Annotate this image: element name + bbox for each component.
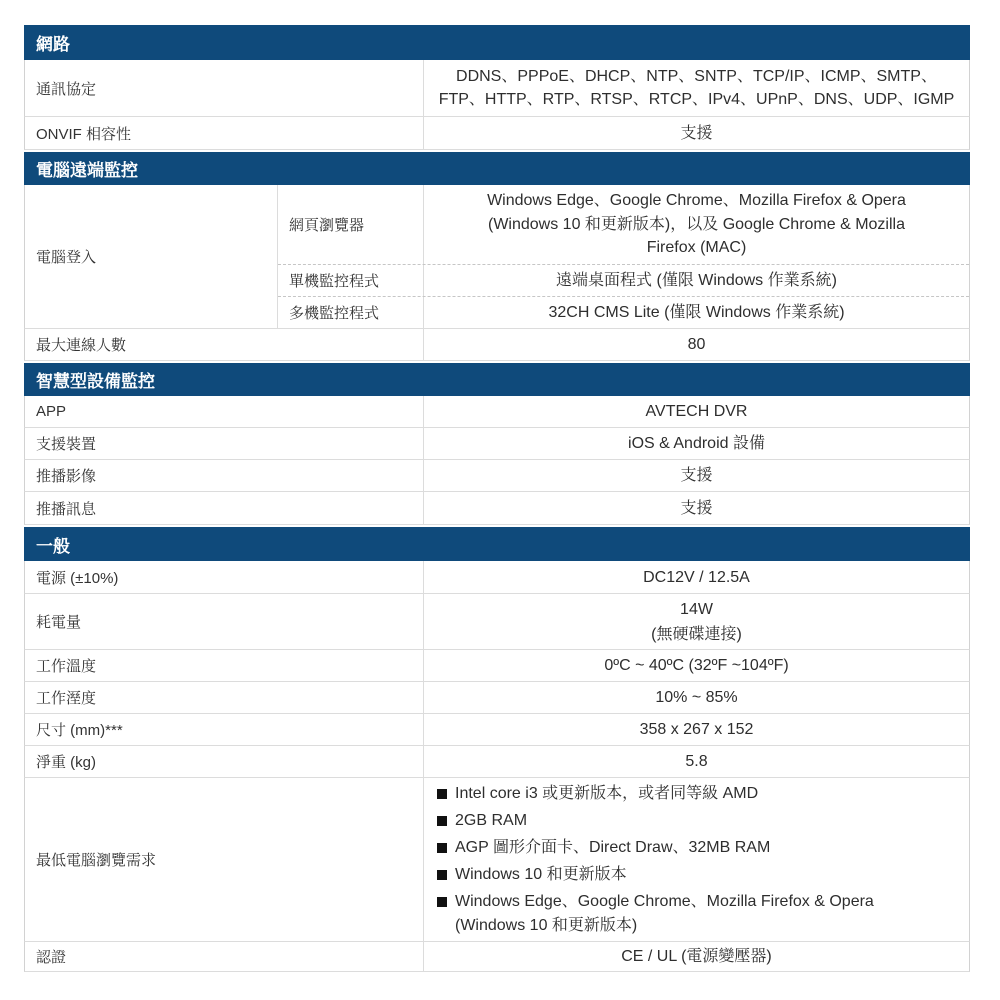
spec-sublabel: 多機監控程式 [278,297,424,328]
requirements-list [424,778,969,941]
spec-value: 358 x 267 x 152 [639,721,754,738]
square-bullet-icon [437,789,447,799]
spec-row-dimensions [24,714,970,746]
spec-label: 認證 [25,942,424,971]
spec-value: 支援 [680,467,713,484]
spec-row-power-consumption [24,594,970,650]
spec-row-supported-devices [24,428,970,460]
spec-label: 通訊協定 [25,60,424,116]
spec-value: 支援 [680,499,713,517]
spec-row-net-weight [24,746,970,778]
spec-value: 80 [687,336,706,353]
list-item-text: Windows Edge、Google Chrome、Mozilla Firefox & Opera [455,892,874,910]
value-line: FTP、HTTP、RTP、RTSP、RTCP、IPv4、UPnP、DNS、UDP、IGMP [438,91,955,108]
value-line: DDNS、PPPoE、DHCP、NTP、SNTP、TCP/IP、ICMP、SMTP、 [456,68,937,85]
spec-subrow-multi-client [278,297,969,328]
list-item-text: Intel core i3 或更新版本，或者同等級 AMD [455,784,759,802]
value-line: Windows Edge、Google Chrome、Mozilla Firefox & Opera [487,192,906,210]
list-item-text: Windows 10 和更新版本 [455,865,627,883]
spec-row-max-connections [24,329,970,361]
section-header-remote-monitoring: 電腦遠端監控 [24,150,970,185]
value-line: Firefox (MAC) [646,239,747,257]
spec-group-body [278,185,969,328]
spec-label: ONVIF 相容性 [25,117,424,149]
spec-row-operating-humidity [24,682,970,714]
spec-label: 電源 (±10%) [25,561,424,593]
section-header-network: 網路 [24,25,970,60]
spec-label: 支援裝置 [25,428,424,459]
spec-table [24,25,970,972]
spec-value: 5.8 [685,753,708,770]
value-line: (Windows 10 和更新版本)，以及 Google Chrome & Mozilla [488,215,905,233]
spec-row-push-message [24,492,970,525]
spec-row-minimum-pc-requirements [24,778,970,942]
spec-label: 工作溼度 [25,682,424,713]
spec-value [424,594,969,649]
list-item-text: AGP 圖形介面卡、Direct Draw、32MB RAM [455,838,771,856]
spec-value [424,185,969,264]
spec-value: 遠端桌面程式 (僅限 Windows 作業系統) [556,272,837,289]
spec-label: 最低電腦瀏覽需求 [25,778,424,941]
list-item [437,782,758,806]
spec-subrow-single-client [278,265,969,297]
spec-value: 支援 [680,124,713,142]
list-item-text: 2GB RAM [455,811,528,829]
list-item [437,836,770,860]
section-header-general: 一般 [24,525,970,561]
spec-value: CE / UL (電源變壓器) [621,948,772,965]
spec-label: APP [25,396,424,427]
list-item [437,863,627,887]
spec-row-protocols [24,60,970,117]
spec-value: DC12V / 12.5A [643,568,750,586]
spec-value: iOS & Android 設備 [628,435,765,452]
list-item [437,809,527,833]
spec-value: 10% ~ 85% [655,689,738,706]
square-bullet-icon [437,870,447,880]
spec-label: 淨重 (kg) [25,746,424,777]
spec-label: 工作溫度 [25,650,424,681]
value-line: (無硬碟連接) [651,625,742,643]
spec-sublabel: 單機監控程式 [278,265,424,296]
spec-label: 耗電量 [25,594,424,649]
spec-value [424,60,969,116]
spec-row-onvif [24,117,970,150]
spec-value: 32CH CMS Lite (僅限 Windows 作業系統) [548,304,845,321]
spec-group-label: 電腦登入 [25,185,278,328]
square-bullet-icon [437,816,447,826]
spec-row-power [24,561,970,594]
spec-sublabel: 網頁瀏覽器 [278,185,424,264]
spec-value: 0ºC ~ 40ºC (32ºF ~104ºF) [604,657,789,674]
spec-subrow-browser [278,185,969,265]
square-bullet-icon [437,843,447,853]
spec-row-operating-temperature [24,650,970,682]
section-header-smart-device: 智慧型設備監控 [24,361,970,396]
spec-row-app [24,396,970,428]
list-item-text: (Windows 10 和更新版本) [455,916,638,934]
list-item [437,890,874,938]
value-line: 14W [680,600,713,618]
spec-group-pc-login [24,185,970,329]
spec-value: AVTECH DVR [645,403,748,420]
spec-row-certification [24,942,970,972]
square-bullet-icon [437,897,447,907]
spec-label: 最大連線人數 [25,329,424,360]
spec-row-push-video [24,460,970,492]
spec-label: 推播訊息 [25,492,424,524]
spec-label: 尺寸 (mm)*** [25,714,424,745]
spec-label: 推播影像 [25,460,424,491]
